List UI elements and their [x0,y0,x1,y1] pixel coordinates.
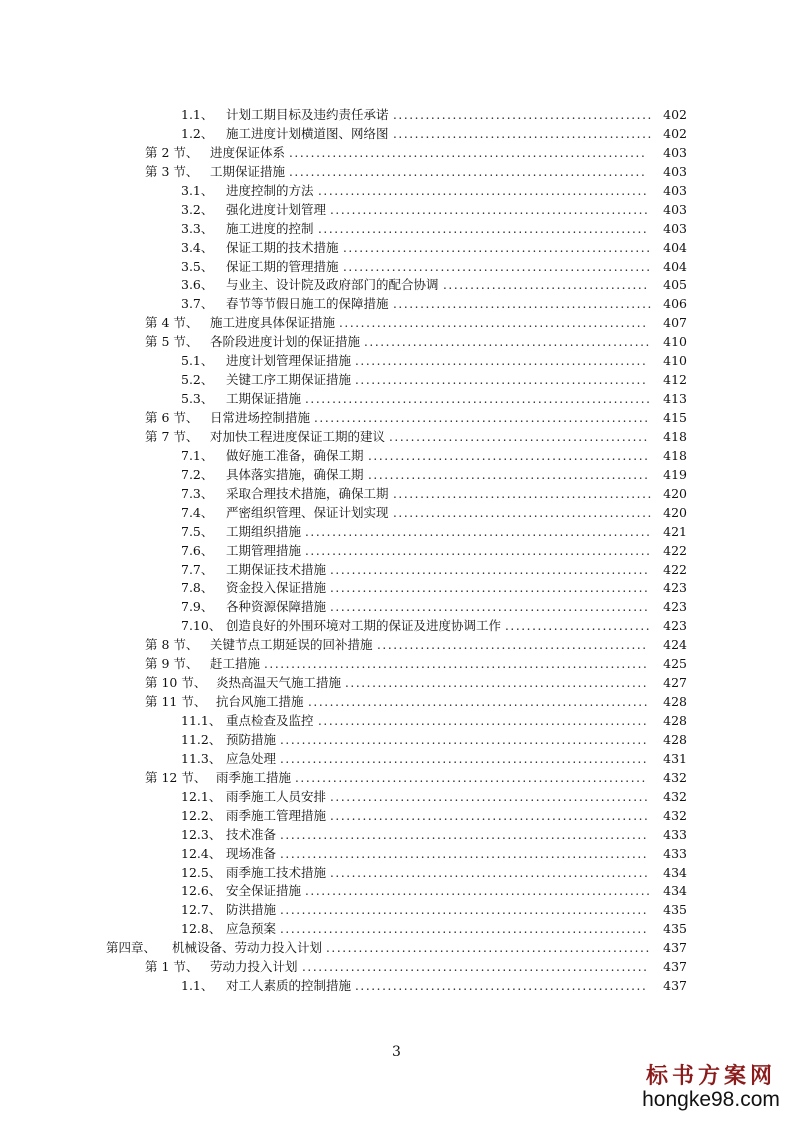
toc-dot-leader: ................................................ [393,486,653,501]
toc-dot-leader: .................................................................. [289,145,647,160]
toc-entry[interactable] [0,314,793,333]
page-number: 3 [392,1044,401,1060]
toc-entry[interactable] [0,390,793,409]
toc-dot-leader: .............................................................. [314,411,650,425]
toc-entry-page: 412 [663,372,687,388]
toc-entry-page: 406 [663,296,687,312]
toc-entry-title: 日常进场控制措施 [210,410,311,425]
toc-dot-leader: ................................................................ [305,543,652,558]
toc-entry[interactable] [0,409,793,428]
toc-entry-page: 410 [663,353,687,369]
toc-dot-leader: ..................................................... [364,335,651,350]
toc-entry-title: 施工进度的控制 [226,220,314,236]
toc-entry-title: 春节等节假日施工的保障措施 [226,296,389,312]
toc-entry-page: 404 [663,239,687,255]
toc-entry-title: 安全保证措施 [226,883,302,899]
toc-entry-number: 7.7、 [181,561,214,577]
toc-dot-leader: ................................................................ [305,524,652,539]
toc-entry-page: 402 [663,125,687,141]
toc-entry-number: 第 3 节、 [145,163,199,179]
toc-entry[interactable] [0,485,793,504]
toc-entry-number: 第 6 节、 [145,410,199,425]
toc-entry[interactable] [0,352,793,371]
toc-entry[interactable] [0,901,793,920]
toc-entry[interactable] [0,958,793,977]
toc-dot-leader: ................................................ [393,108,653,122]
toc-entry[interactable] [0,939,793,958]
toc-entry-number: 第 7 节、 [145,428,199,444]
toc-entry-page: 404 [663,258,687,274]
toc-entry-page: 420 [663,504,687,520]
toc-entry-page: 419 [663,466,687,482]
toc-dot-leader: .................................................. [377,638,648,653]
toc-entry-page: 432 [663,807,687,823]
toc-entry-number: 第 9 节、 [145,656,199,672]
toc-entry-page: 433 [663,826,687,842]
toc-entry-number: 1.1、 [181,978,214,994]
toc-entry-title: 炎热高温天气施工措施 [216,675,342,691]
toc-entry-page: 420 [663,485,687,501]
toc-dot-leader: ........................................................ [345,676,649,691]
toc-entry-number: 3.3、 [181,220,214,236]
toc-entry-title: 进度计划管理保证措施 [226,353,352,369]
toc-entry-page: 423 [663,618,687,634]
toc-entry-title: 各种资源保障措施 [226,599,327,615]
toc-dot-leader: ........................................................... [330,789,650,804]
toc-entry-number: 3.1、 [181,182,214,198]
toc-entry-number: 12.4、 [181,845,222,861]
toc-entry[interactable] [0,617,793,636]
toc-dot-leader: ......................................................... [343,240,652,255]
toc-entry[interactable] [0,598,793,617]
toc-dot-leader: ........................................................... [330,202,650,217]
toc-entry-page: 434 [663,864,687,880]
toc-entry-number: 3.4、 [181,239,214,255]
toc-entry-number: 12.8、 [181,921,222,937]
toc-entry-page: 437 [663,940,687,956]
toc-entry-number: 第 12 节、 [145,769,207,785]
toc-entry-page: 427 [663,675,687,691]
toc-dot-leader: ............................................................. [318,221,649,236]
toc-entry-number: 7.9、 [181,599,214,615]
toc-entry-title: 抗台风施工措施 [216,694,304,710]
toc-entry-title: 与业主、设计院及政府部门的配合协调 [226,277,439,293]
toc-dot-leader: ................................................................ [305,392,652,407]
toc-entry-title: 保证工期的技术措施 [226,239,339,255]
toc-dot-leader: ....................................................................... [264,657,649,672]
toc-entry-title: 技术准备 [226,826,277,842]
toc-dot-leader: ................................................................ [302,960,649,975]
toc-entry-title: 具体落实措施，确保工期 [226,466,364,482]
toc-entry[interactable] [0,182,793,201]
toc-entry[interactable] [0,466,793,485]
toc-dot-leader: .................................................................... [280,751,649,766]
toc-entry-number: 3.6、 [181,277,214,293]
toc-entry-number: 7.10、 [181,618,222,634]
toc-entry-number: 7.3、 [181,485,214,501]
toc-dot-leader: ................................................ [389,429,649,444]
toc-entry-page: 432 [663,788,687,804]
watermark-name: 标书方案网 [645,1063,776,1089]
toc-dot-leader: ............................................................... [308,695,650,710]
toc-entry[interactable] [0,864,793,883]
toc-dot-leader: ............................................................. [318,183,649,198]
toc-dot-leader: ............................................................ [326,941,651,956]
toc-entry[interactable] [0,977,793,996]
toc-entry[interactable] [0,258,793,277]
toc-entry-page: 403 [663,182,687,198]
toc-entry-title: 工期保证措施 [210,163,286,179]
toc-entry[interactable] [0,731,793,750]
toc-entry-number: 第 1 节、 [145,959,199,975]
toc-entry-number: 5.2、 [181,372,214,388]
toc-entry[interactable] [0,201,793,220]
toc-entry-title: 施工进度具体保证措施 [210,315,336,331]
toc-dot-leader: .................................................................. [289,164,647,179]
toc-entry-page: 418 [663,447,687,463]
toc-entry-title: 赶工措施 [210,656,261,672]
toc-entry-title: 雨季施工措施 [216,769,292,785]
toc-entry-number: 12.6、 [181,883,222,899]
toc-entry[interactable] [0,276,793,295]
toc-dot-leader: ........................... [505,619,652,634]
toc-entry-number: 5.3、 [181,391,214,407]
toc-entry-number: 1.2、 [181,125,214,141]
toc-entry-title: 现场准备 [226,845,277,861]
toc-entry-page: 421 [663,523,687,539]
toc-entry-title: 雨季施工人员安排 [226,788,327,804]
toc-entry-number: 12.5、 [181,864,222,880]
toc-entry-title: 应急处理 [226,750,277,766]
toc-entry[interactable] [0,523,793,542]
toc-dot-leader: ......................................................... [339,316,648,331]
toc-dot-leader: ............................................................. [318,714,649,728]
toc-entry-title: 预防措施 [226,731,277,747]
toc-entry[interactable] [0,636,793,655]
toc-entry-title: 关键工序工期保证措施 [226,372,352,388]
toc-entry-page: 418 [663,428,687,444]
toc-entry[interactable] [0,693,793,712]
watermark-logo [641,1059,781,1112]
watermark-url: hongke98.com [642,1088,780,1111]
toc-entry-title: 施工进度计划横道图、网络图 [226,125,389,141]
toc-entry-number: 7.5、 [181,523,214,539]
toc-entry-page: 422 [663,542,687,558]
toc-dot-leader: ...................................................... [355,373,648,388]
toc-entry-title: 对工人素质的控制措施 [226,978,352,994]
toc-entry-page: 402 [663,107,687,122]
toc-entry-number: 11.2、 [181,731,222,747]
toc-entry[interactable] [0,826,793,845]
toc-entry[interactable] [0,163,793,182]
toc-entry-page: 403 [663,220,687,236]
toc-entry[interactable] [0,239,793,258]
toc-entry-number: 7.1、 [181,447,214,463]
toc-entry-page: 405 [663,277,687,293]
toc-dot-leader: .................................................................... [280,827,649,842]
toc-entry-number: 12.7、 [181,902,222,918]
toc-entry-title: 工期保证措施 [226,391,302,407]
toc-entry-page: 424 [663,637,687,653]
toc-dot-leader: ................................................................ [305,884,652,899]
toc-entry-page: 428 [663,694,687,710]
toc-entry-title: 雨季施工管理措施 [226,807,327,823]
toc-entry-title: 进度保证体系 [210,144,286,160]
toc-entry[interactable] [0,788,793,807]
toc-entry[interactable] [0,579,793,598]
table-of-contents [0,106,793,996]
toc-entry[interactable] [0,845,793,864]
toc-entry-title: 采取合理技术措施，确保工期 [226,485,389,501]
toc-entry-title: 重点检查及监控 [226,713,314,728]
toc-entry-number: 第 5 节、 [145,334,199,350]
toc-entry[interactable] [0,144,793,163]
toc-entry-page: 437 [663,978,687,994]
toc-entry[interactable] [0,807,793,826]
toc-entry[interactable] [0,920,793,939]
toc-entry-page: 432 [663,769,687,785]
toc-dot-leader: ................................................ [393,297,653,312]
toc-dot-leader: ................................................ [393,126,653,141]
toc-entry-title: 工期管理措施 [226,542,302,558]
toc-entry[interactable] [0,504,793,523]
toc-entry-number: 1.1、 [181,107,214,122]
toc-entry[interactable] [0,674,793,693]
toc-dot-leader: ........................................................... [330,600,650,615]
toc-entry-page: 410 [663,334,687,350]
toc-entry[interactable] [0,428,793,447]
toc-entry-title: 劳动力投入计划 [210,959,298,975]
toc-entry-number: 3.5、 [181,258,214,274]
toc-entry-number: 12.1、 [181,788,222,804]
toc-dot-leader: .................................................... [368,467,650,482]
toc-entry[interactable] [0,295,793,314]
toc-entry[interactable] [0,769,793,788]
toc-dot-leader: ...................................................... [355,354,648,369]
toc-dot-leader: ........................................................... [330,562,650,577]
toc-entry-page: 403 [663,144,687,160]
toc-entry-title: 机械设备、劳动力投入计划 [172,940,323,956]
toc-entry-page: 423 [663,580,687,596]
toc-entry-title: 防洪措施 [226,902,277,918]
toc-entry[interactable] [0,371,793,390]
toc-entry-number: 7.2、 [181,466,214,482]
toc-entry-page: 425 [663,656,687,672]
toc-dot-leader: ...................................................... [355,979,648,994]
toc-entry-title: 创造良好的外围环境对工期的保证及进度协调工作 [226,618,502,634]
toc-entry-page: 413 [663,391,687,407]
toc-entry-page: 434 [663,883,687,899]
toc-entry-page: 415 [663,410,687,425]
toc-dot-leader: ................................................ [393,505,653,520]
toc-entry-number: 12.2、 [181,807,222,823]
toc-dot-leader: .................................................... [368,448,650,463]
toc-entry-number: 第四章、 [106,940,157,956]
toc-entry-page: 428 [663,731,687,747]
toc-entry-title: 关键节点工期延误的回补措施 [210,637,373,653]
toc-entry-title: 雨季施工技术措施 [226,864,327,880]
toc-dot-leader: ........................................................... [330,808,650,823]
toc-entry-page: 431 [663,750,687,766]
toc-entry[interactable] [0,125,793,144]
toc-entry-page: 435 [663,921,687,937]
toc-entry[interactable] [0,750,793,769]
toc-entry[interactable] [0,561,793,580]
toc-entry[interactable] [0,333,793,352]
toc-entry-title: 对加快工程进度保证工期的建议 [210,428,386,444]
toc-entry-number: 3.7、 [181,296,214,312]
toc-entry-number: 7.4、 [181,504,214,520]
toc-dot-leader: .................................................................... [280,903,649,918]
toc-entry-number: 第 8 节、 [145,637,199,653]
toc-entry-title: 严密组织管理、保证计划实现 [226,504,389,520]
toc-entry-page: 433 [663,845,687,861]
toc-entry-page: 403 [663,163,687,179]
toc-entry-number: 12.3、 [181,826,222,842]
toc-dot-leader: ................................................................. [295,770,647,785]
toc-entry-title: 进度控制的方法 [226,182,314,198]
toc-entry-number: 7.8、 [181,580,214,596]
toc-entry-number: 11.1、 [181,713,222,728]
toc-dot-leader: .................................................................... [280,922,649,937]
toc-entry-number: 3.2、 [181,201,214,217]
toc-entry-title: 做好施工准备，确保工期 [226,447,364,463]
toc-entry-page: 435 [663,902,687,918]
toc-entry-title: 工期保证技术措施 [226,561,327,577]
toc-entry-number: 5.1、 [181,353,214,369]
toc-entry-number: 7.6、 [181,542,214,558]
toc-entry[interactable] [0,655,793,674]
toc-entry-title: 保证工期的管理措施 [226,258,339,274]
toc-entry-page: 428 [663,713,687,728]
toc-dot-leader: .................................................................... [280,732,649,747]
toc-entry-number: 第 4 节、 [145,315,199,331]
toc-entry-title: 强化进度计划管理 [226,201,327,217]
toc-entry-number: 第 11 节、 [145,694,207,710]
toc-entry-title: 各阶段进度计划的保证措施 [210,334,361,350]
toc-dot-leader: ......................................................... [343,259,652,274]
toc-entry[interactable] [0,542,793,561]
toc-entry-number: 第 2 节、 [145,144,199,160]
toc-entry-page: 423 [663,599,687,615]
toc-entry-page: 437 [663,959,687,975]
toc-entry-page: 403 [663,201,687,217]
toc-dot-leader: ........................................................... [330,581,650,596]
toc-entry-title: 资金投入保证措施 [226,580,327,596]
toc-entry-number: 第 10 节、 [145,675,207,691]
toc-entry[interactable] [0,882,793,901]
toc-entry[interactable] [0,712,793,731]
toc-entry-title: 应急预案 [226,921,277,937]
toc-entry-page: 422 [663,561,687,577]
toc-dot-leader: ........................................................... [330,865,650,880]
toc-dot-leader: ...................................... [443,278,649,293]
toc-entry-title: 工期组织措施 [226,523,302,539]
toc-entry[interactable] [0,106,793,125]
toc-entry-title: 计划工期目标及违约责任承诺 [226,107,389,122]
toc-entry-page: 407 [663,315,687,331]
toc-entry[interactable] [0,447,793,466]
toc-dot-leader: .................................................................... [280,846,649,861]
toc-entry-number: 11.3、 [181,750,222,766]
toc-entry[interactable] [0,220,793,239]
